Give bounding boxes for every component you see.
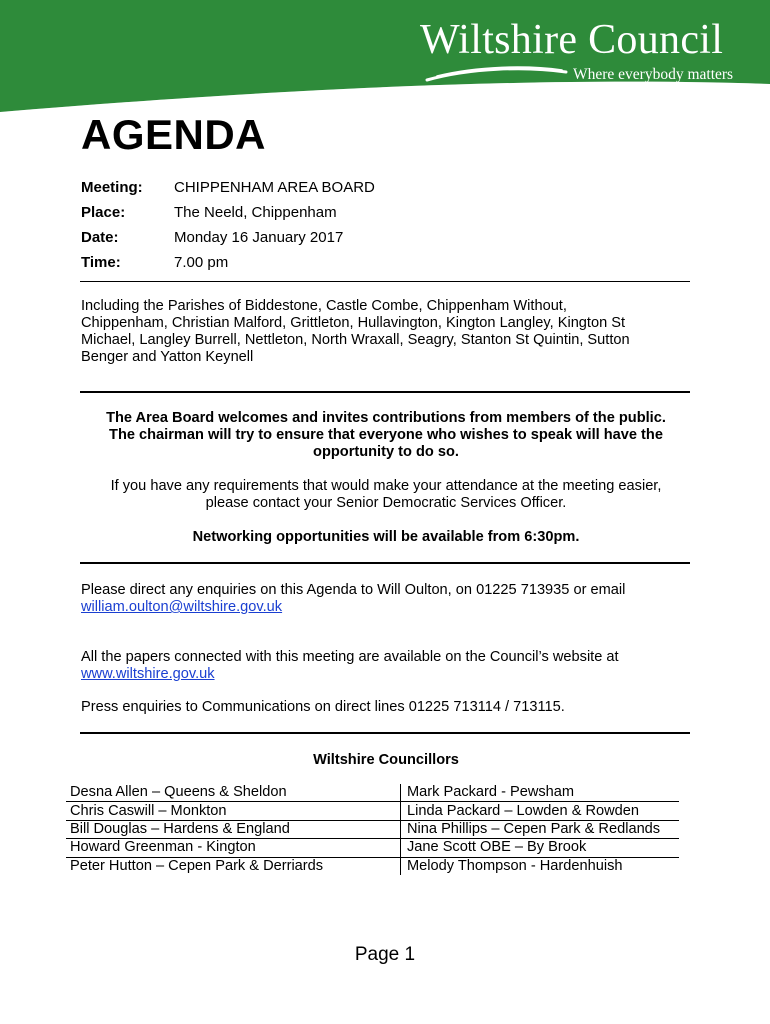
table-row — [66, 820, 679, 838]
requirements-line: If you have any requirements that would make your attendance at the meeting easier, — [110, 478, 662, 494]
welcome-line: The Area Board welcomes and invites contributions from members of the public. — [106, 410, 666, 426]
councillors-heading: Wiltshire Councillors — [313, 752, 459, 768]
meeting-label: Meeting: — [81, 179, 143, 196]
welcome-line: opportunity to do so. — [313, 444, 459, 460]
enquiries-email-line — [81, 599, 691, 616]
councillor-cell: Howard Greenman - Kington — [66, 839, 401, 857]
time-label: Time: — [81, 254, 121, 271]
enquiries-email-link[interactable]: william.oulton@wiltshire.gov.uk — [81, 599, 283, 615]
page-title: AGENDA — [81, 111, 267, 158]
parishes-line: Benger and Yatton Keynell — [81, 349, 254, 365]
place-value: The Neeld, Chippenham — [174, 204, 337, 221]
parishes-line: Michael, Langley Burrell, Nettleton, North Wraxall, Seagry, Stanton St Quintin, Sutton — [81, 332, 630, 348]
press-enquiries: Press enquiries to Communications on direct lines 01225 713114 / 713115. — [81, 699, 565, 715]
councillor-cell: Peter Hutton – Cepen Park & Derriards — [66, 857, 401, 875]
networking-notice: Networking opportunities will be available from 6:30pm. — [192, 529, 580, 545]
time-value: 7.00 pm — [174, 254, 229, 271]
councillor-cell: Jane Scott OBE – By Brook — [401, 839, 680, 857]
welcome-line: The chairman will try to ensure that everyone who wishes to speak will have the — [109, 427, 663, 443]
website-link[interactable]: www.wiltshire.gov.uk — [81, 666, 215, 682]
website-line — [81, 666, 691, 683]
divider — [80, 732, 690, 734]
place-label: Place: — [81, 204, 126, 221]
requirements-line: please contact your Senior Democratic Services Officer. — [205, 495, 567, 511]
date-label: Date: — [81, 229, 119, 246]
requirements-notice — [81, 478, 691, 512]
table-row — [66, 784, 679, 802]
papers-text: All the papers connected with this meeting are available on the Council’s website at — [81, 649, 619, 665]
divider — [80, 391, 690, 393]
councillor-cell: Desna Allen – Queens & Sheldon — [66, 784, 401, 802]
councillor-cell: Linda Packard – Lowden & Rowden — [401, 802, 680, 820]
councillor-cell: Melody Thompson - Hardenhuish — [407, 857, 623, 874]
councillors-table — [66, 784, 679, 875]
councillor-cell: Mark Packard - Pewsham — [401, 784, 680, 802]
council-logo-name: Wiltshire Council — [420, 17, 724, 63]
councillor-cell: Nina Phillips – Cepen Park & Redlands — [401, 820, 680, 838]
table-row — [66, 802, 679, 820]
meeting-value: CHIPPENHAM AREA BOARD — [174, 179, 375, 196]
parishes-line: Including the Parishes of Biddestone, Castle Combe, Chippenham Without, — [81, 298, 567, 314]
divider — [80, 281, 690, 282]
welcome-notice — [81, 410, 691, 461]
parishes-paragraph — [81, 298, 691, 366]
enquiries-text: Please direct any enquiries on this Agenda to Will Oulton, on 01225 713935 or email — [81, 582, 626, 598]
parishes-line: Chippenham, Christian Malford, Grittleton, Hullavington, Kington Langley, Kington St — [81, 315, 626, 331]
councillor-cell: Bill Douglas – Hardens & England — [66, 820, 401, 838]
table-row — [66, 857, 679, 875]
council-tagline: Where everybody matters — [573, 66, 734, 83]
councillor-cell: Chris Caswill – Monkton — [66, 802, 401, 820]
divider — [80, 562, 690, 564]
table-row — [66, 839, 679, 857]
date-value: Monday 16 January 2017 — [174, 229, 344, 246]
page-number: Page 1 — [354, 944, 416, 965]
